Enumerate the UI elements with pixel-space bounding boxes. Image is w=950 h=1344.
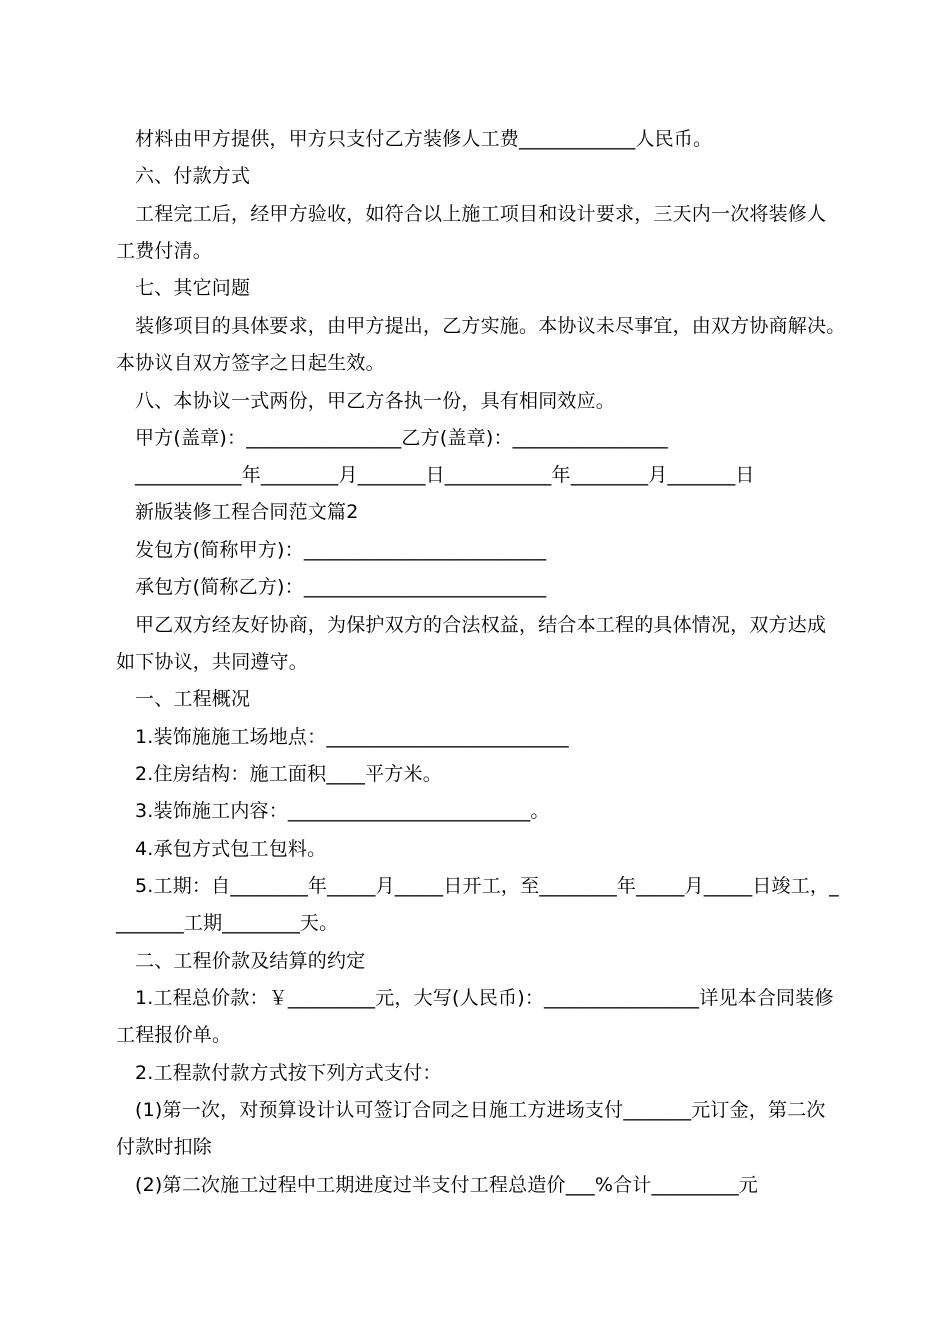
item-site-location: 1.装饰施施工场地点：_________________________ <box>135 726 569 748</box>
item-payment-method: 2.工程款付款方式按下列方式支付： <box>135 1062 442 1084</box>
clause-copies: 八、本协议一式两份，甲乙方各执一份，具有相同效应。 <box>135 390 616 412</box>
item-first-payment-line-2: 付款时扣除 <box>116 1136 213 1158</box>
item-schedule-line-1: 5.工期：自________年_____月_____日开工，至________年_____月_____日竣工，_ <box>135 875 839 897</box>
item-housing-structure: 2.住房结构：施工面积____平方米。 <box>135 763 442 785</box>
item-second-payment: (2)第二次施工过程中工期进度过半支付工程总造价___%合计_________元 <box>135 1174 758 1196</box>
field-employer: 发包方(简称甲方)：_________________________ <box>135 539 547 561</box>
item-total-price-line-1: 1.工程总价款：￥_________元，大写(人民币)：________________详见本合同装修 <box>135 987 834 1009</box>
signature-parties: 甲方(盖章)：________________乙方(盖章)：________________ <box>135 427 668 449</box>
item-construction-content: 3.装饰施工内容：_________________________。 <box>135 800 550 822</box>
heading-price-settlement: 二、工程价款及结算的约定 <box>135 950 366 972</box>
item-schedule-line-2: _______工期________天。 <box>116 912 339 934</box>
paragraph-labor-fee: 材料由甲方提供，甲方只支付乙方装修人工费____________人民币。 <box>135 128 713 150</box>
item-contract-method: 4.承包方式包工包料。 <box>135 838 327 860</box>
paragraph-other-line-2: 本协议自双方签字之日起生效。 <box>116 352 385 374</box>
paragraph-agreement-line-1: 甲乙双方经友好协商，为保护双方的合法权益，结合本工程的具体情况，双方达成 <box>135 614 827 636</box>
signature-dates: ___________年________月_______日___________年________月_______日 <box>135 464 755 486</box>
section-title-contract-2: 新版装修工程合同范文篇2 <box>135 501 359 523</box>
paragraph-payment-line-1: 工程完工后，经甲方验收，如符合以上施工项目和设计要求，三天内一次将装修人 <box>135 203 827 225</box>
paragraph-other-line-1: 装修项目的具体要求，由甲方提出，乙方实施。本协议未尽事宜，由双方协商解决。 <box>135 315 846 337</box>
item-total-price-line-2: 工程报价单。 <box>116 1024 232 1046</box>
heading-payment-method: 六、付款方式 <box>135 165 251 187</box>
paragraph-payment-line-2: 工费付清。 <box>116 240 213 262</box>
paragraph-agreement-line-2: 如下协议，共同遵守。 <box>116 651 309 673</box>
heading-other-issues: 七、其它问题 <box>135 277 251 299</box>
field-contractor: 承包方(简称乙方)：_________________________ <box>135 576 547 598</box>
item-first-payment-line-1: (1)第一次，对预算设计认可签订合同之日施工方进场支付_______元订金，第二次 <box>135 1099 826 1121</box>
heading-project-overview: 一、工程概况 <box>135 688 251 710</box>
